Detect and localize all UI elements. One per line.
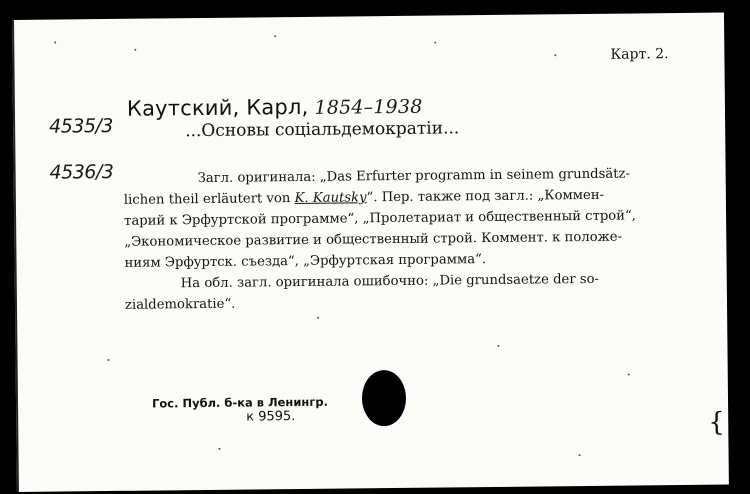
stamp-number: к 9595. <box>246 409 296 425</box>
shelfmark-2: 4536/3 <box>49 160 114 184</box>
description-line: На обл. загл. оригинала ошибочно: „Die grundsaetze der so- <box>180 271 600 292</box>
speckle <box>628 374 630 376</box>
description-line: „Экономическое развитие и общественный строй. Коммент. к положе- <box>124 229 623 250</box>
description-line: ниям Эрфуртск. съезда“, „Эрфуртская программа“. <box>124 252 487 271</box>
catalog-card <box>12 13 729 492</box>
speckle <box>434 42 436 44</box>
card-description <box>124 163 716 316</box>
edge-mark: { <box>708 407 725 438</box>
description-text: “. Пер. также под загл.: „Коммен- <box>366 187 605 206</box>
description-line: zialdemokratie“. <box>124 296 236 313</box>
description-line: тарий к Эрфуртской программе“, „Пролетариат и общественный строй“, <box>124 208 637 229</box>
card-number-label: Карт. 2. <box>610 46 669 63</box>
speckle <box>54 42 56 44</box>
punch-hole <box>362 370 407 426</box>
author-heading <box>127 94 423 121</box>
speckle <box>579 454 581 456</box>
speckle <box>554 54 556 56</box>
author-signature: K. Kautsky <box>294 190 367 207</box>
speckle <box>274 35 276 37</box>
author-name: Каутский, Карл, <box>126 94 309 121</box>
speckle <box>108 359 110 361</box>
description-text: lichen theil erläutert von <box>123 191 291 208</box>
speckle <box>134 49 136 51</box>
book-title: ...Основы соціальдемократіи... <box>185 118 460 142</box>
speckle <box>317 317 319 319</box>
speckle <box>497 345 499 347</box>
author-dates: 1854–1938 <box>314 95 423 119</box>
description-line: Загл. оригинала: „Das Erfurter programm in seinem grundsätz- <box>197 166 631 187</box>
library-stamp: Гос. Публ. б-ка в Ленингр. <box>151 394 329 411</box>
speckle <box>218 448 220 450</box>
shelfmark-1: 4535/3 <box>49 114 114 138</box>
